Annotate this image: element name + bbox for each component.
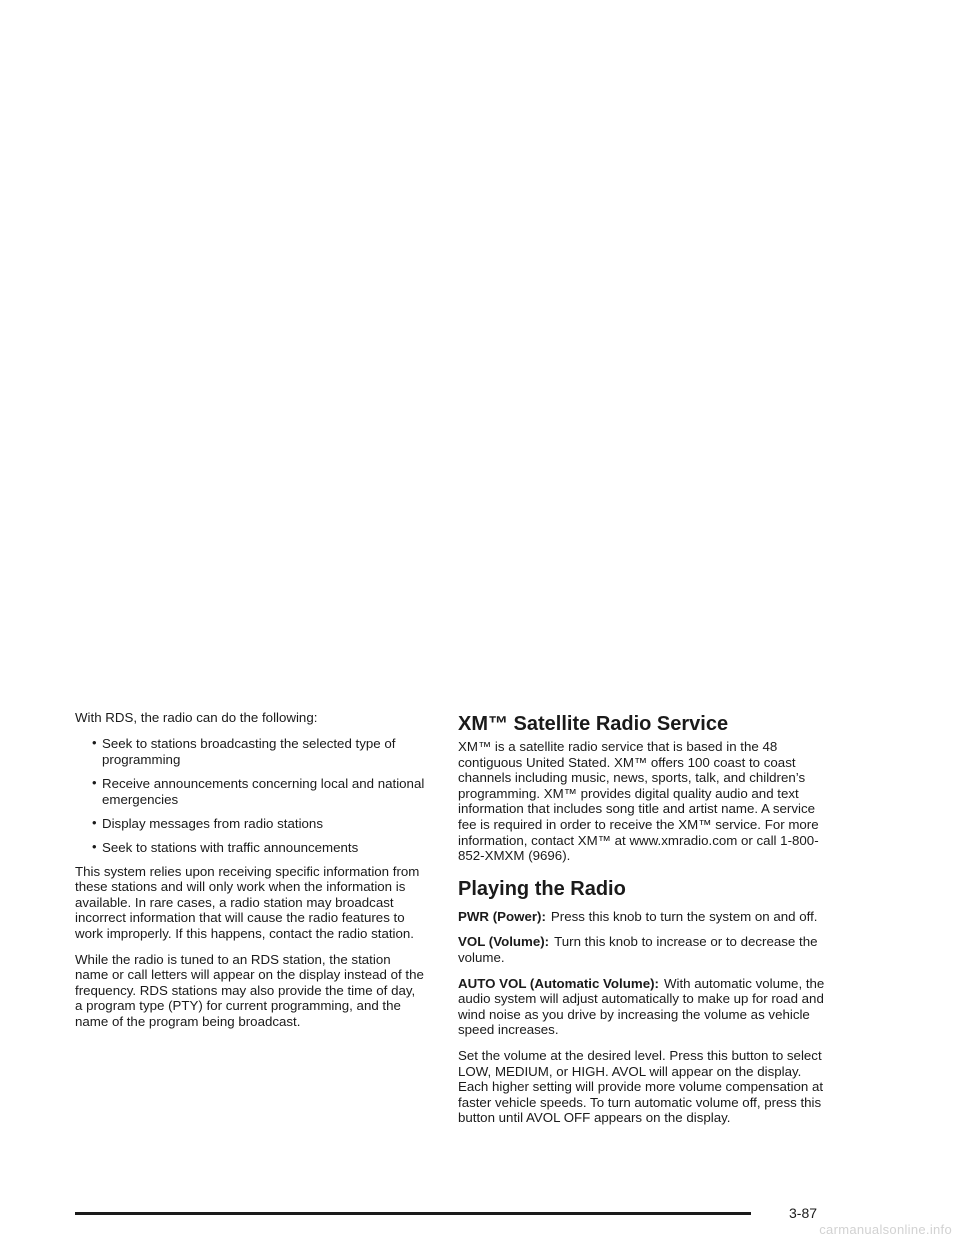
xm-paragraph: XM™ is a satellite radio service that is based in the 48 contiguous United Stated. XM™ offers 100 coast to coast channels including music, news, sports, talk, and children’s programming. XM™ provides digital quality audio and text information that includes song title and artist name. A service fee is required in order to receive the XM™ service. For more information, contact XM™ at www.xmradio.com or call 1-800-852-XMXM (9696). [458, 739, 819, 864]
list-item: • Seek to stations with traffic announcements [92, 838, 359, 855]
avol-term: AUTO VOL (Automatic Volume): [458, 975, 659, 991]
bullet-icon: • [92, 734, 97, 750]
avol-description: With automatic volume, the audio system will adjust automatically to make up for road and wind noise as you drive by increasing the volume as vehicle speed increases. [458, 975, 825, 1038]
vol-paragraph [458, 934, 830, 965]
rds-intro: With RDS, the radio can do the following: [75, 710, 318, 725]
list-item: • Display messages from radio stations [92, 814, 323, 831]
pwr-description: Press this knob to turn the system on and off. [550, 908, 818, 924]
page-number: 3-87 [789, 1205, 818, 1221]
avol-paragraph [458, 976, 830, 1038]
vol-description: Turn this knob to increase or to decrease the volume. [458, 934, 818, 965]
vol-term: VOL (Volume): [458, 934, 550, 950]
avol-settings-paragraph: Set the volume at the desired level. Press this button to select LOW, MEDIUM, or HIGH. AVOL will appear on the display. Each higher setting will provide more volume compensation at faster vehicle speeds. To turn automatic volume off, press this button until AVOL OFF appears on the display. [458, 1047, 824, 1126]
list-item: • Seek to stations broadcasting the selected type of programming [92, 734, 396, 767]
rds-reliance-paragraph: This system relies upon receiving specific information from these stations and will only work when the information is available. In rare cases, a radio station may broadcast incorrect information that will cause the radio features to work improperly. If this happens, contact the radio station. [75, 863, 420, 941]
rds-feature-list [75, 736, 425, 856]
list-item: • Receive announcements concerning local and national emergencies [92, 774, 425, 807]
playing-radio-heading: Playing the Radio [458, 877, 626, 900]
pwr-paragraph [458, 909, 830, 925]
bullet-icon: • [92, 814, 97, 830]
rds-station-paragraph: While the radio is tuned to an RDS station, the station name or call letters will appear on the display instead of the frequency. RDS stations may also provide the time of day, a program type (PTY) for current programming, and the name of the program being broadcast. [75, 951, 424, 1029]
footer-rule [75, 1212, 751, 1215]
bullet-icon: • [92, 774, 97, 790]
xm-heading: XM™ Satellite Radio Service [458, 713, 729, 735]
left-column [75, 710, 425, 1040]
right-column [458, 710, 830, 1136]
bullet-icon: • [92, 838, 97, 854]
watermark: carmanualsonline.info [819, 1222, 952, 1237]
pwr-term: PWR (Power): [458, 908, 546, 924]
